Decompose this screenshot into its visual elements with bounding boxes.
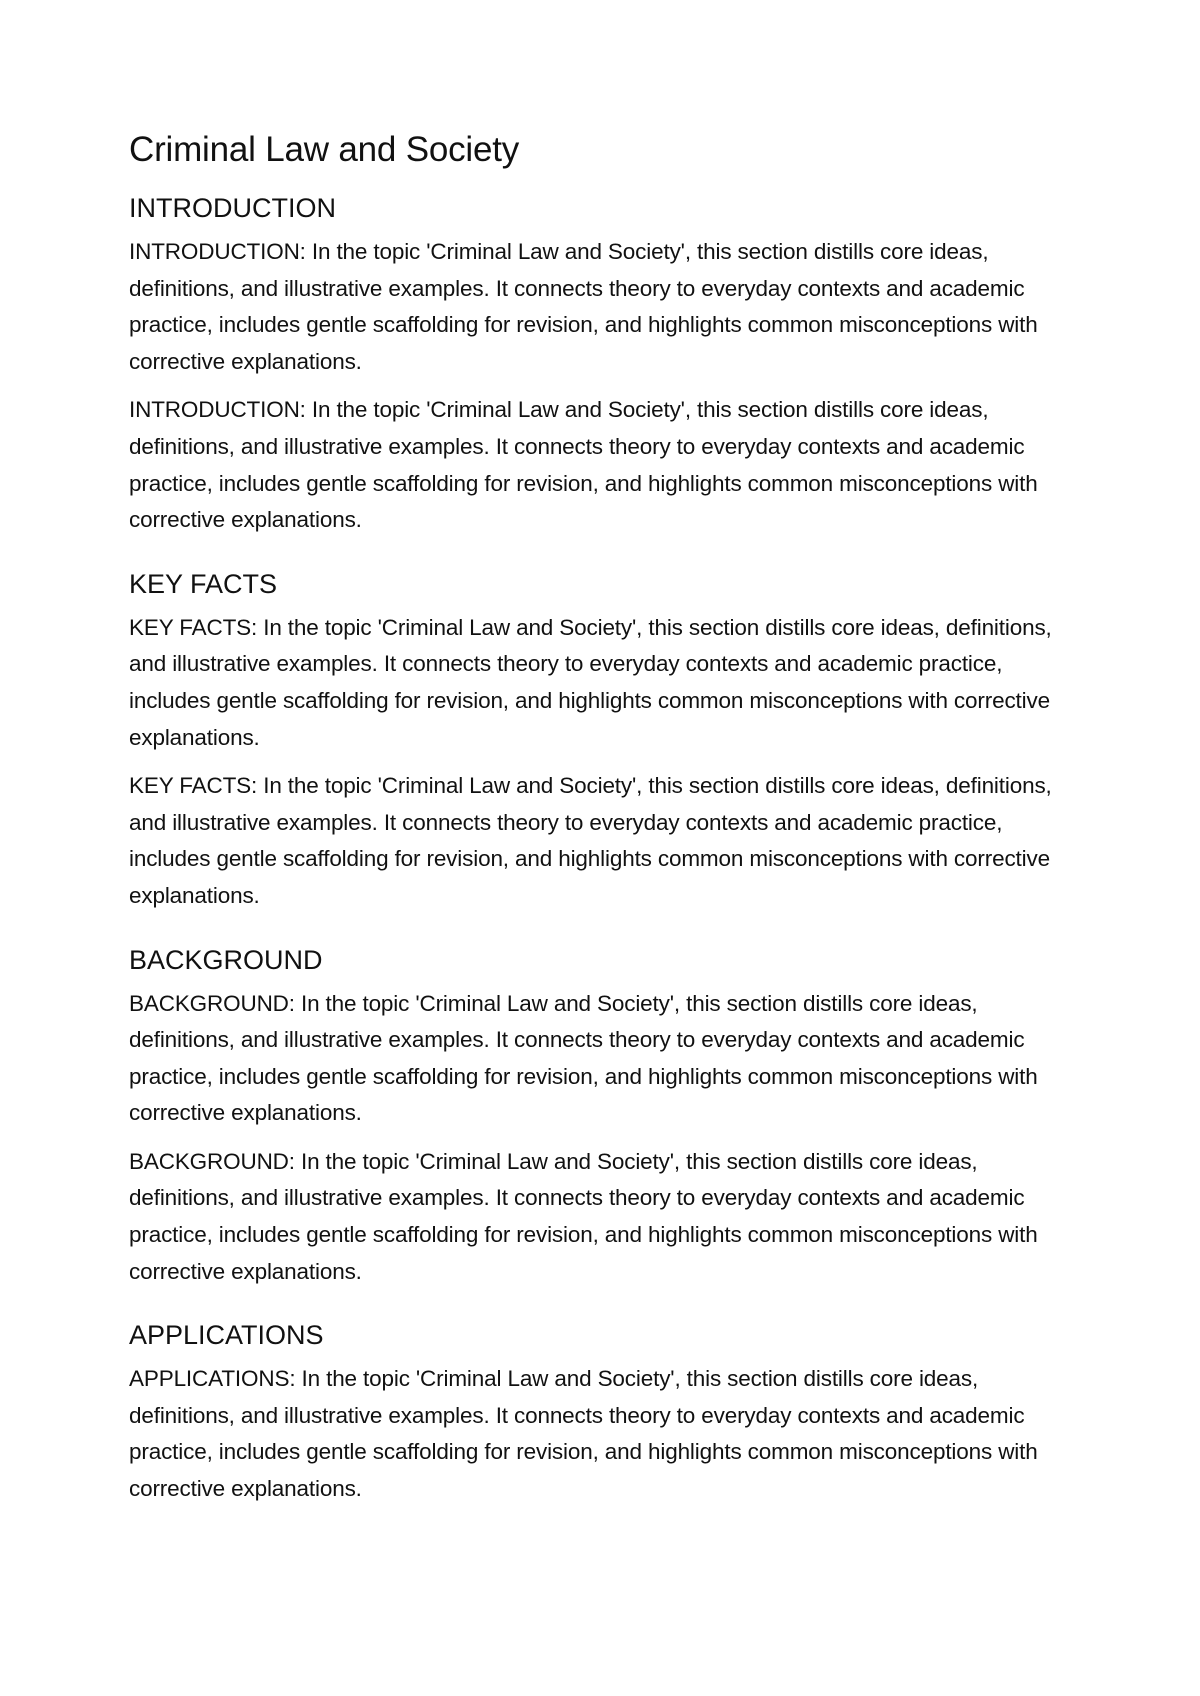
section-heading: BACKGROUND <box>129 944 323 975</box>
page-title: Criminal Law and Society <box>129 130 520 169</box>
section-paragraph: INTRODUCTION: In the topic 'Criminal Law and Society', this section distills core ideas, definitions, and illustrative examples. It connects theory to everyday contexts and academic practice, includes gentle scaffolding for revision, and highlights common misconceptions with corrective explanations. <box>129 397 1038 533</box>
section-paragraph: KEY FACTS: In the topic 'Criminal Law and Society', this section distills core ideas, definitions, and illustrative examples. It connects theory to everyday contexts and academic practice, includes gentle scaffolding for revision, and highlights common misconceptions with corrective explanations. <box>129 773 1052 908</box>
section-applications <box>129 1317 1089 1507</box>
section-paragraph: KEY FACTS: In the topic 'Criminal Law and Society', this section distills core ideas, definitions, and illustrative examples. It connects theory to everyday contexts and academic practice, includes gentle scaffolding for revision, and highlights common misconceptions with corrective explanations. <box>129 614 1052 750</box>
section-introduction <box>129 190 1089 539</box>
section-paragraph: BACKGROUND: In the topic 'Criminal Law and Society', this section distills core ideas, definitions, and illustrative examples. It connects theory to everyday contexts and academic practice, includes gentle scaffolding for revision, and highlights common misconceptions with corrective explanations. <box>129 1148 1038 1284</box>
section-paragraph: INTRODUCTION: In the topic 'Criminal Law and Society', this section distills core ideas, definitions, and illustrative examples. It connects theory to everyday contexts and academic practice, includes gentle scaffolding for revision, and highlights common misconceptions with corrective explanations. <box>129 239 1038 374</box>
section-background <box>129 942 1089 1291</box>
section-key-facts <box>129 566 1089 915</box>
section-heading: APPLICATIONS <box>129 1320 324 1351</box>
section-paragraph: BACKGROUND: In the topic 'Criminal Law and Society', this section distills core ideas, definitions, and illustrative examples. It connects theory to everyday contexts and academic practice, includes gentle scaffolding for revision, and highlights common misconceptions with corrective explanations. <box>129 990 1038 1126</box>
section-heading: KEY FACTS <box>129 568 278 599</box>
document-page <box>129 128 1089 1535</box>
section-heading: INTRODUCTION <box>129 193 336 223</box>
section-paragraph: APPLICATIONS: In the topic 'Criminal Law and Society', this section distills core ideas, definitions, and illustrative examples. It connects theory to everyday contexts and academic practice, includes gentle scaffolding for revision, and highlights common misconceptions with corrective explanations. <box>129 1366 1038 1502</box>
